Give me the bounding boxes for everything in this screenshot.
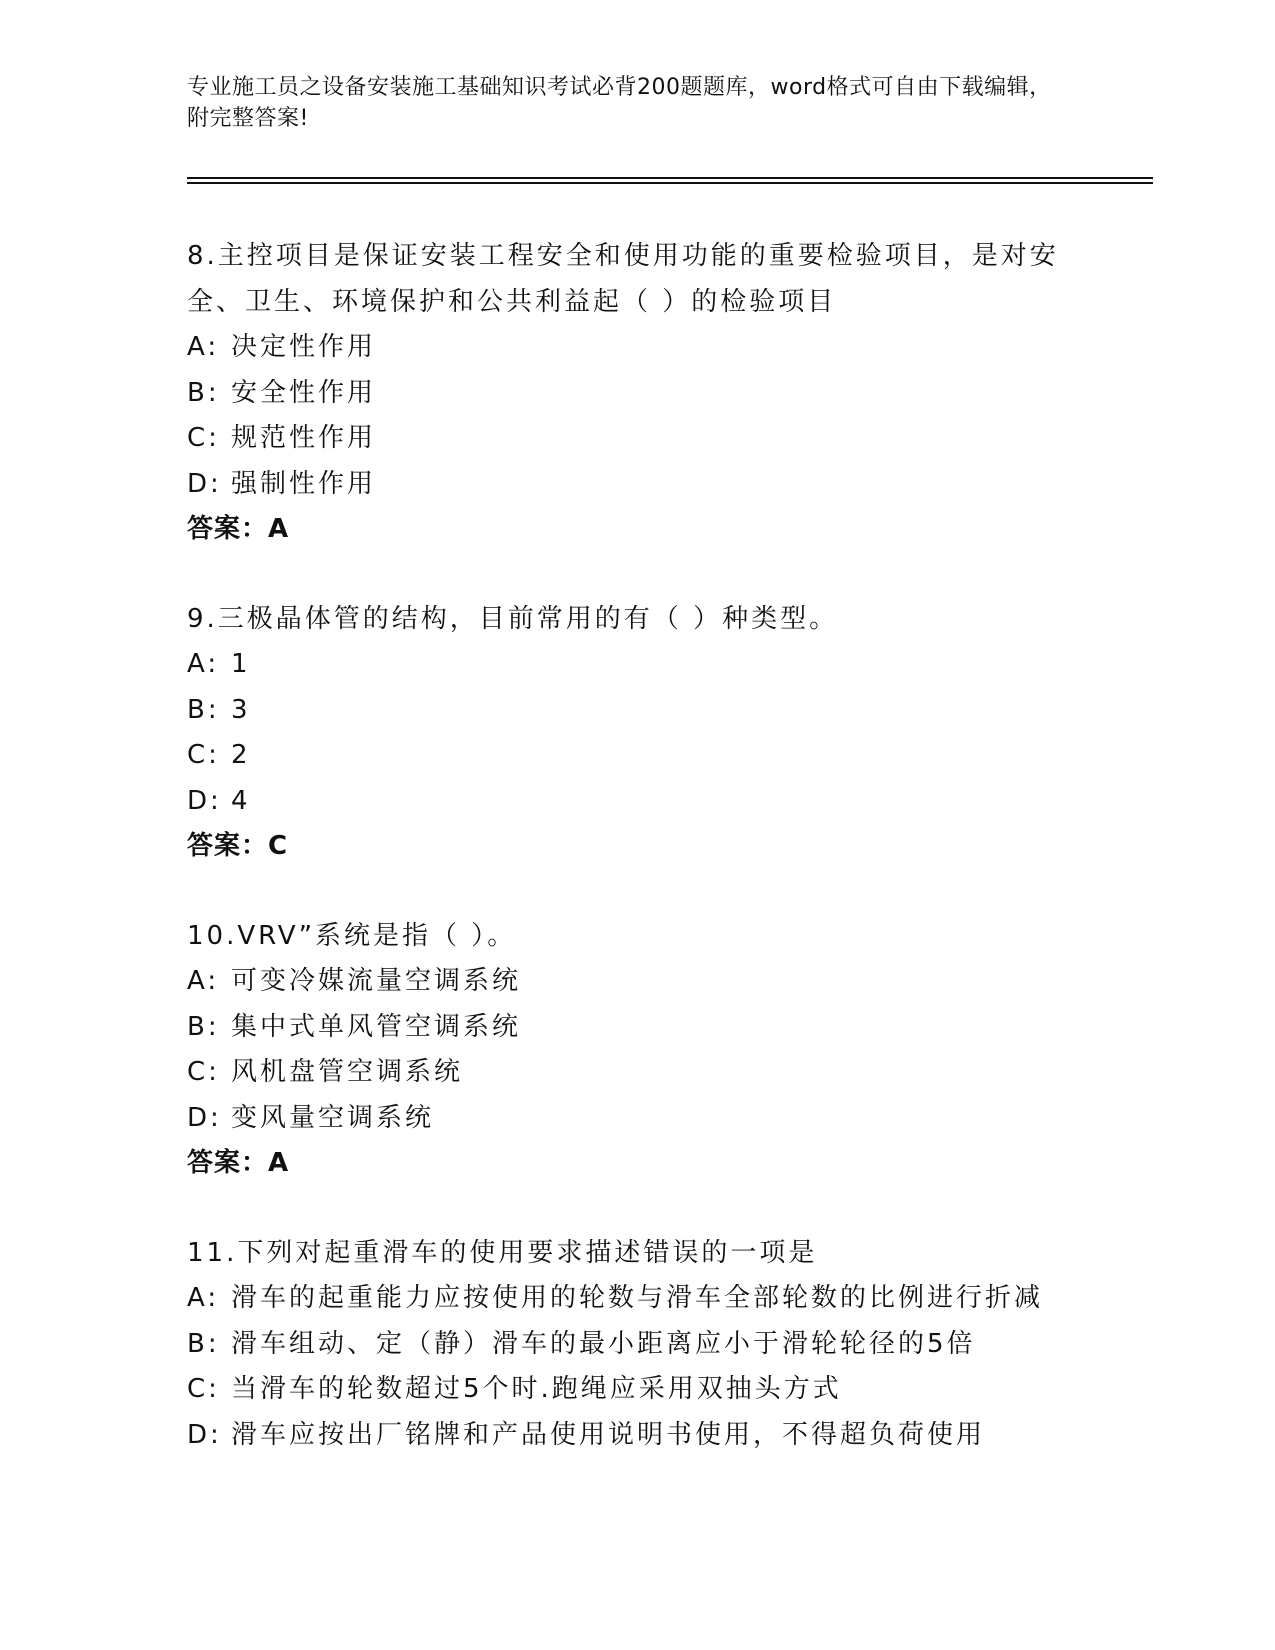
option-b: [187, 1322, 1067, 1368]
option-letter: B:: [187, 1011, 220, 1042]
option-letter: C:: [187, 1374, 220, 1404]
question-stem: 9.三极晶体管的结构，目前常用的有（ ）种类型。: [187, 603, 839, 634]
option-letter: D:: [187, 1419, 222, 1450]
option-a: [187, 959, 1067, 1005]
option-c: [187, 733, 1067, 779]
option-text: 变风量空调系统: [231, 1102, 435, 1133]
question-10: [187, 914, 1067, 1187]
option-letter: D:: [187, 468, 222, 499]
option-letter: B:: [187, 377, 220, 408]
option-letter: A:: [187, 1283, 220, 1313]
option-letter: C:: [187, 740, 220, 770]
option-a: [187, 325, 1067, 371]
option-text: 集中式单风管空调系统: [231, 1011, 522, 1042]
option-letter: D:: [187, 785, 222, 816]
option-b: [187, 688, 1067, 734]
question-list: [187, 234, 1067, 1502]
option-b: [187, 1005, 1067, 1051]
option-c: [187, 1050, 1067, 1096]
option-text: 4: [231, 785, 251, 816]
question-stem: 11.下列对起重滑车的使用要求描述错误的一项是: [187, 1237, 818, 1268]
option-letter: B:: [187, 694, 220, 725]
option-letter: A:: [187, 649, 220, 679]
header-divider-bottom: [187, 182, 1153, 184]
question-stem: 10.VRV”系统是指（ ）。: [187, 920, 517, 951]
option-letter: B:: [187, 1328, 220, 1359]
question-8: [187, 234, 1067, 553]
option-text: 决定性作用: [231, 332, 377, 362]
option-text: 规范性作用: [231, 423, 377, 453]
option-letter: C:: [187, 1057, 220, 1087]
option-text: 可变冷媒流量空调系统: [231, 966, 522, 996]
document-header: 专业施工员之设备安装施工基础知识考试必背200题题库，word格式可自由下载编辑，附完整答案!: [187, 75, 1052, 131]
option-c: [187, 1367, 1067, 1413]
option-text: 滑车应按出厂铭牌和产品使用说明书使用，不得超负荷使用: [231, 1419, 986, 1450]
header-divider-top: [187, 177, 1153, 179]
option-letter: A:: [187, 332, 220, 362]
answer-line: 答案：A: [187, 514, 290, 544]
option-letter: C:: [187, 423, 220, 453]
option-a: [187, 1276, 1067, 1322]
option-letter: A:: [187, 966, 220, 996]
option-text: 风机盘管空调系统: [231, 1057, 464, 1087]
option-text: 3: [231, 694, 251, 725]
answer-line: 答案：A: [187, 1148, 290, 1178]
option-letter: D:: [187, 1102, 222, 1133]
option-text: 当滑车的轮数超过5个时.跑绳应采用双抽头方式: [231, 1374, 842, 1404]
option-text: 安全性作用: [231, 377, 377, 408]
option-a: [187, 642, 1067, 688]
option-d: [187, 779, 1067, 825]
option-text: 强制性作用: [231, 468, 377, 499]
option-text: 滑车的起重能力应按使用的轮数与滑车全部轮数的比例进行折减: [231, 1283, 1044, 1313]
question-11: [187, 1231, 1067, 1459]
option-text: 滑车组动、定（静）滑车的最小距离应小于滑轮轮径的5倍: [231, 1328, 976, 1359]
option-text: 1: [231, 649, 251, 679]
option-c: [187, 416, 1067, 462]
question-stem: 8.主控项目是保证安装工程安全和使用功能的重要检验项目，是对安全、卫生、环境保护和公共利益起（ ）的检验项目: [187, 241, 1059, 317]
option-text: 2: [231, 740, 251, 770]
option-d: [187, 1096, 1067, 1142]
question-9: [187, 597, 1067, 870]
option-d: [187, 1413, 1067, 1459]
option-d: [187, 462, 1067, 508]
answer-line: 答案：C: [187, 831, 289, 861]
option-b: [187, 371, 1067, 417]
